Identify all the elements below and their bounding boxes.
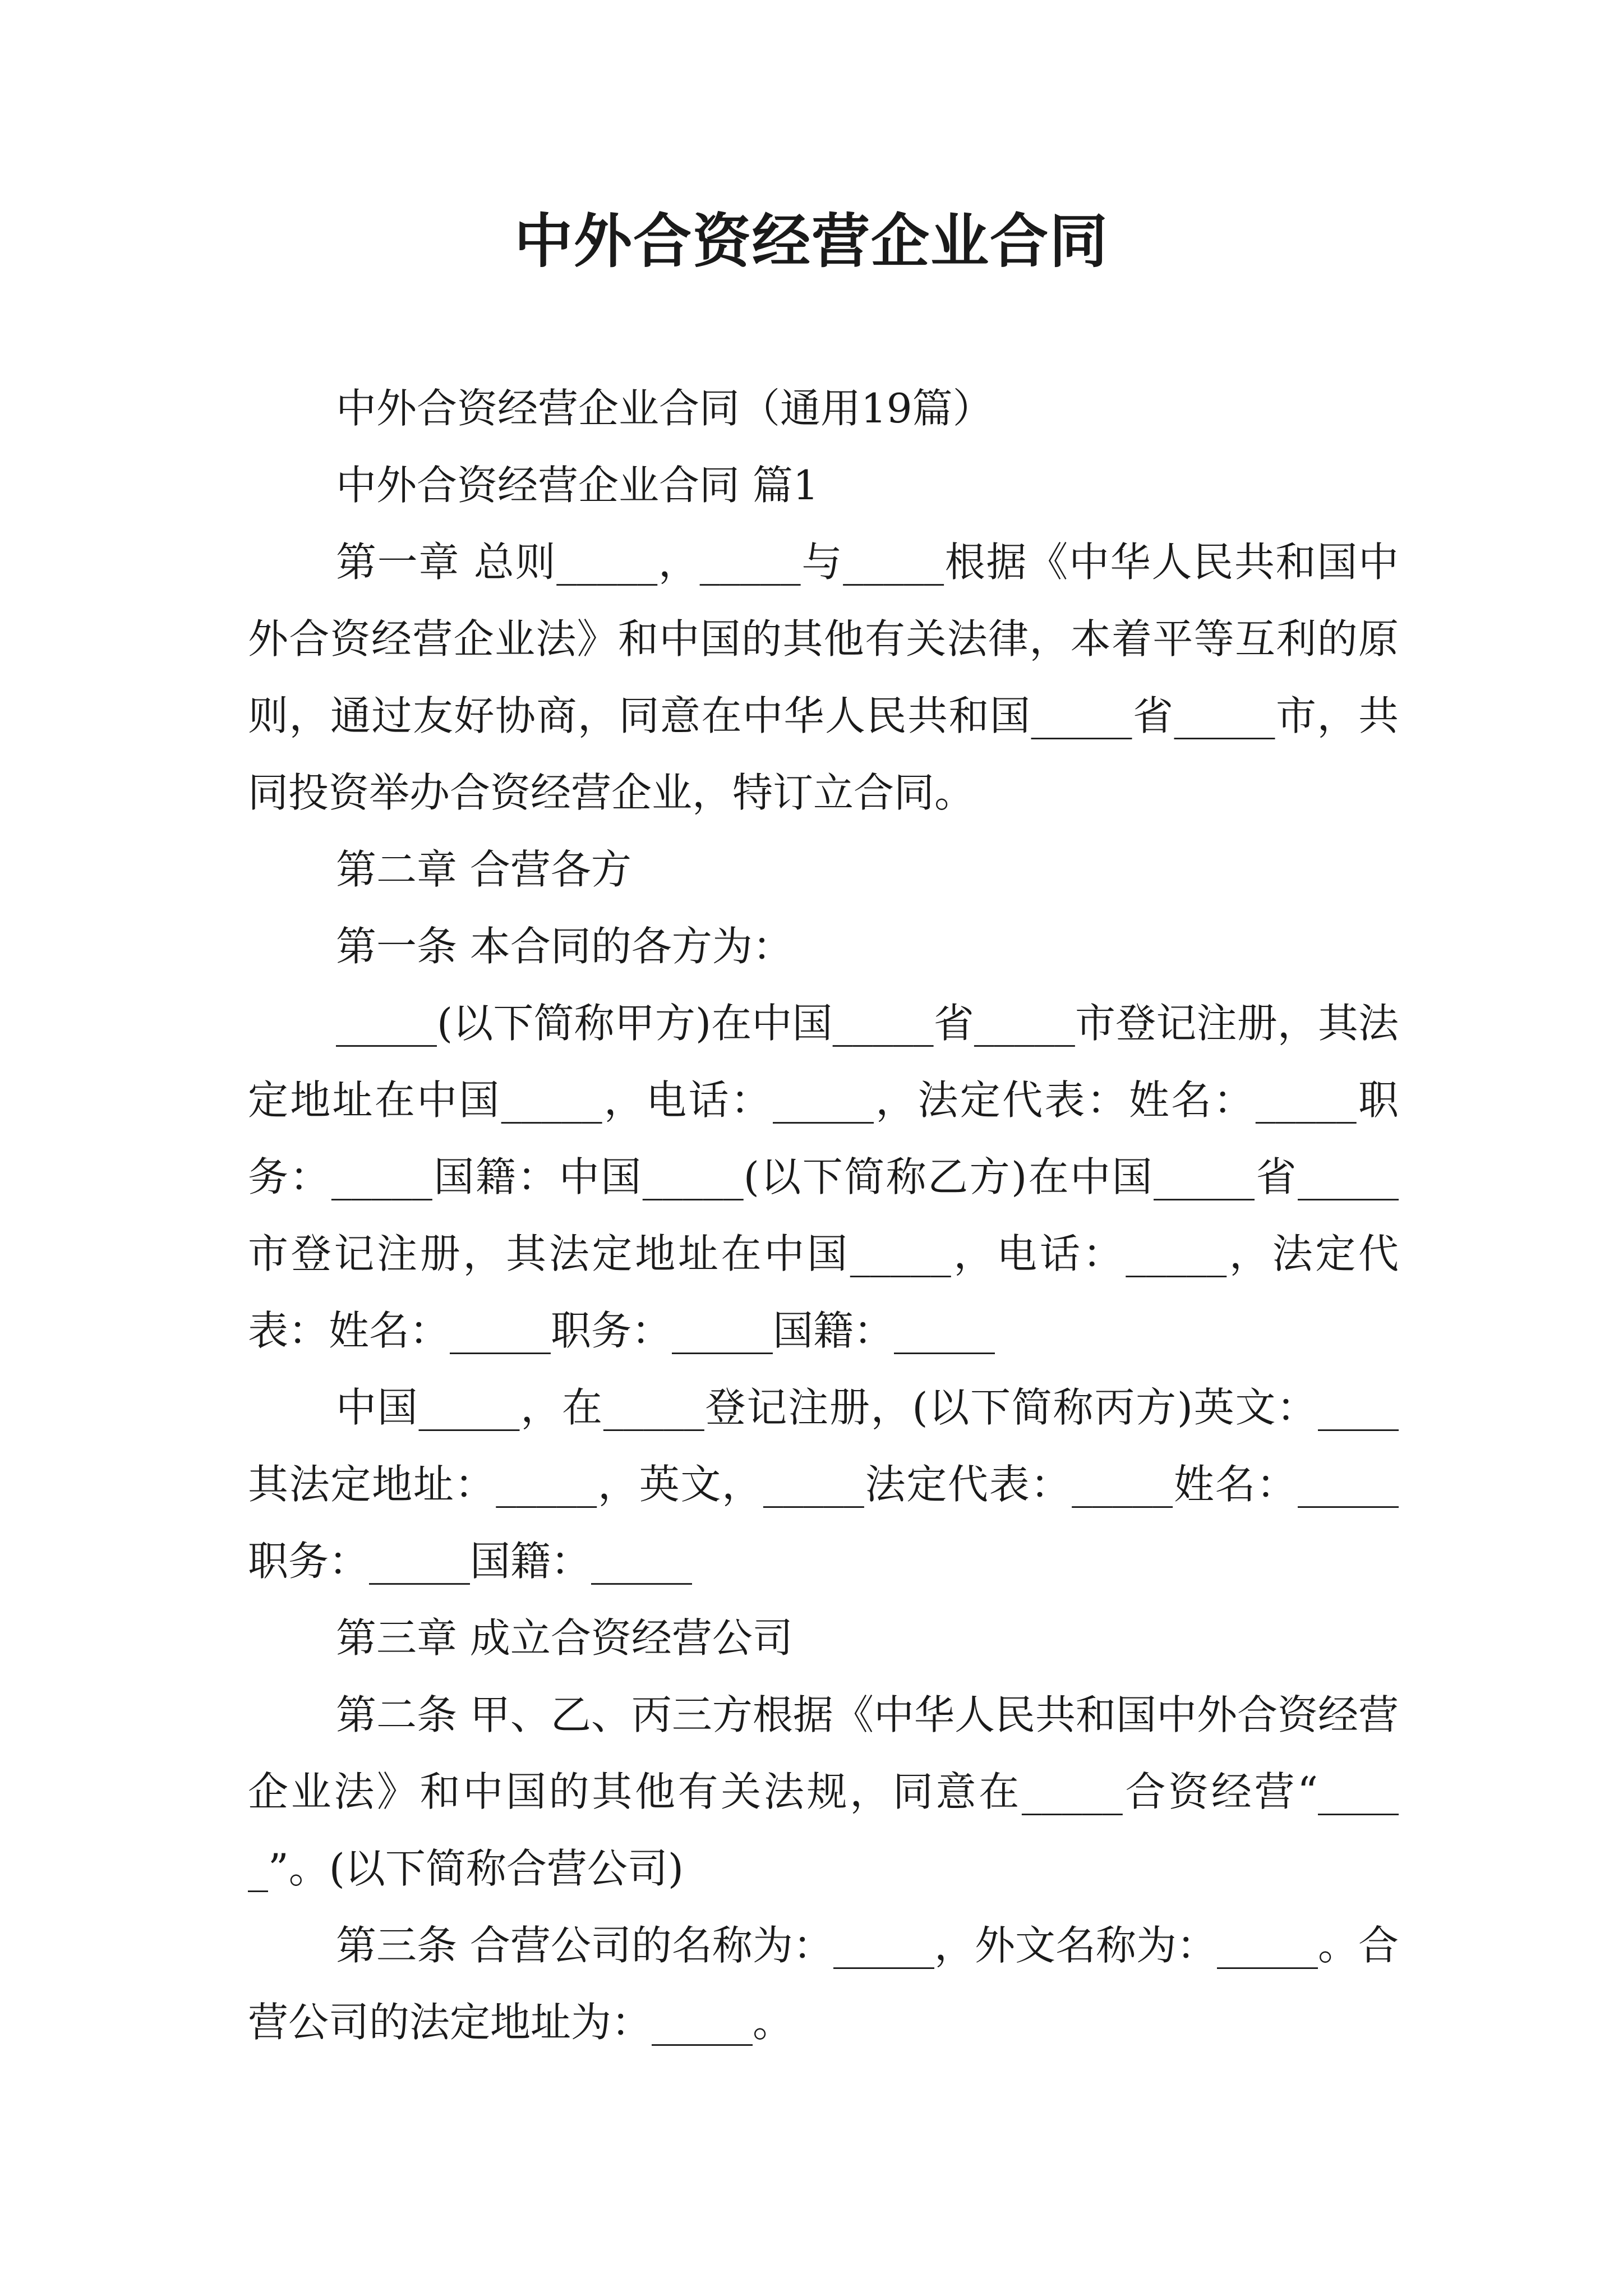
party-c-details: 中国_____，在_____登记注册，(以下简称丙方)英文：____其法定地址：_____，英文，_____法定代表：_____姓名：_____职务：_____国籍：_____ [248,1384,1399,1585]
section-heading-1: 中外合资经营企业合同 篇1 [336,462,819,509]
chapter-1-general-provisions: 第一章 总则_____，_____与_____根据《中华人民共和国中外合资经营企业法》和中国的其他有关法律，本着平等互利的原则，通过友好协商，同意在中华人民共和国_____省_____市，共同投资举办合资经营企业，特订立合同。 [248,539,1399,816]
chapter-3-heading: 第三章 成立合资经营公司 [336,1614,793,1662]
article-1-heading: 第一条 本合同的各方为： [336,923,793,970]
document-body [248,370,1399,2061]
chapter-2-heading: 第二章 合营各方 [336,846,631,893]
parties-a-b-details: _____(以下简称甲方)在中国_____省_____市登记注册，其法定地址在中国_____，电话：_____，法定代表：姓名：_____职务：_____国籍：中国_____(以下简称乙方)在中国_____省_____市登记注册，其法定地址在中国_____，电话：_____，法定代表：姓名：_____职务：_____国籍：_____ [248,1000,1399,1354]
article-2-paragraph: 第二条 甲、乙、丙三方根据《中华人民共和国中外合资经营企业法》和中国的其他有关法规，同意在_____合资经营“_____”。(以下简称合营公司) [248,1691,1399,1892]
article-3-paragraph: 第三条 合营公司的名称为：_____，外文名称为：_____。合营公司的法定地址为：_____。 [248,1922,1399,2046]
document-title: 中外合资经营企业合同 [514,206,1109,275]
subtitle-paragraph: 中外合资经营企业合同（通用19篇） [336,385,993,432]
